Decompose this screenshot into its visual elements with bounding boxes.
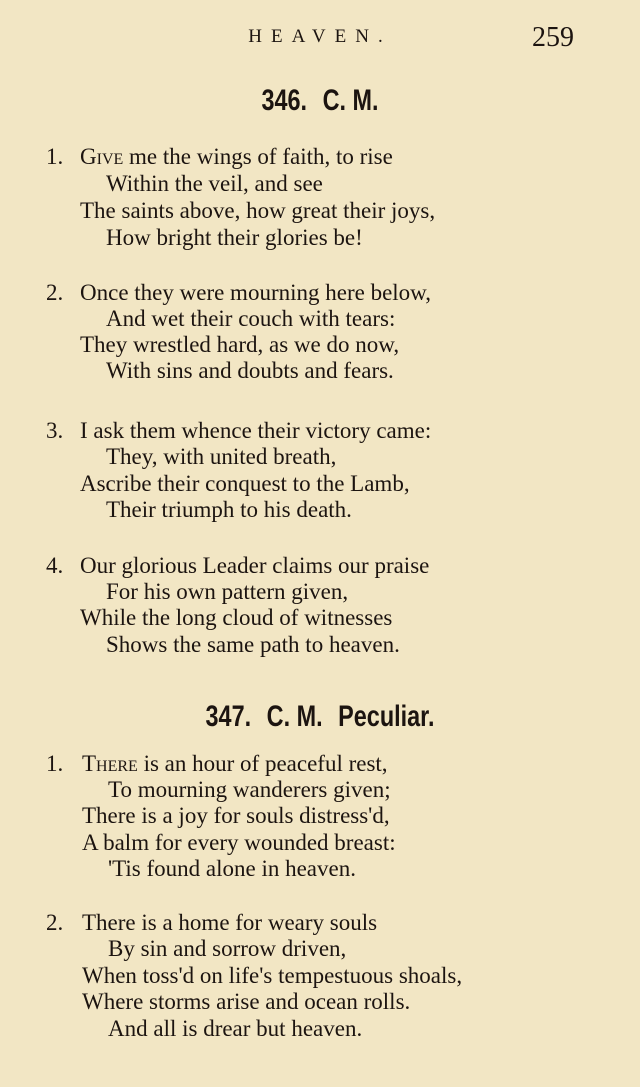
page-number: 259 — [532, 22, 574, 53]
verse-line: There is a home for weary souls — [82, 910, 378, 935]
line-text: is an hour of peaceful rest, — [137, 751, 388, 776]
verse-line: To mourning wanderers given; — [108, 777, 391, 802]
hymn-meter: C. M. — [266, 700, 323, 733]
verse-line: There is a joy for souls distress'd, — [82, 803, 390, 828]
verse-number: 4. — [46, 553, 64, 578]
verse-line: When toss'd on life's tempestuous shoals, — [82, 963, 463, 988]
drop-word: There — [82, 751, 138, 776]
verse-line: I ask them whence their victory came: — [80, 418, 432, 443]
hymn-346-title — [70, 84, 569, 118]
verse-number: 3. — [46, 418, 64, 443]
line-text: me the wings of faith, to rise — [123, 144, 393, 169]
verse-line: Their triumph to his death. — [106, 497, 352, 522]
verse-line: 'Tis found alone in heaven. — [108, 856, 356, 881]
verse-line: A balm for every wounded breast: — [82, 830, 396, 855]
verse-line: They wrestled hard, as we do now, — [80, 332, 400, 357]
hymn-347-title — [70, 700, 569, 734]
verse-number: 2. — [46, 910, 64, 935]
verse-line: With sins and doubts and fears. — [106, 358, 394, 383]
verse-line: And all is drear but heaven. — [108, 1016, 363, 1041]
verse-number: 2. — [46, 280, 64, 305]
verse-line: Shows the same path to heaven. — [106, 632, 400, 657]
verse-line: They, with united breath, — [106, 444, 337, 469]
verse-line: Ascribe their conquest to the Lamb, — [80, 471, 410, 496]
verse-line — [82, 751, 388, 777]
verse-line: Where storms arise and ocean rolls. — [82, 989, 411, 1014]
verse-line: For his own pattern given, — [106, 579, 349, 604]
drop-word: Give — [80, 144, 124, 169]
verse-line: Within the veil, and see — [106, 171, 323, 196]
hymn-meter: C. M. — [322, 84, 379, 117]
hymn-number: 347. — [205, 700, 252, 733]
hymn-subtitle: Peculiar. — [338, 700, 435, 733]
verse-line: The saints above, how great their joys, — [80, 198, 436, 223]
verse-line: While the long cloud of witnesses — [80, 605, 393, 630]
hymn-number: 346. — [261, 84, 308, 117]
verse-number: 1. — [46, 751, 64, 776]
verse-line: How bright their glories be! — [106, 225, 363, 250]
verse-number: 1. — [46, 144, 64, 169]
verse-line: By sin and sorrow driven, — [108, 936, 347, 961]
verse-line: And wet their couch with tears: — [106, 306, 396, 331]
verse-line — [80, 144, 393, 170]
running-title: HEAVEN. — [248, 26, 392, 47]
verse-line: Once they were mourning here below, — [80, 280, 432, 305]
verse-line: Our glorious Leader claims our praise — [80, 553, 430, 578]
